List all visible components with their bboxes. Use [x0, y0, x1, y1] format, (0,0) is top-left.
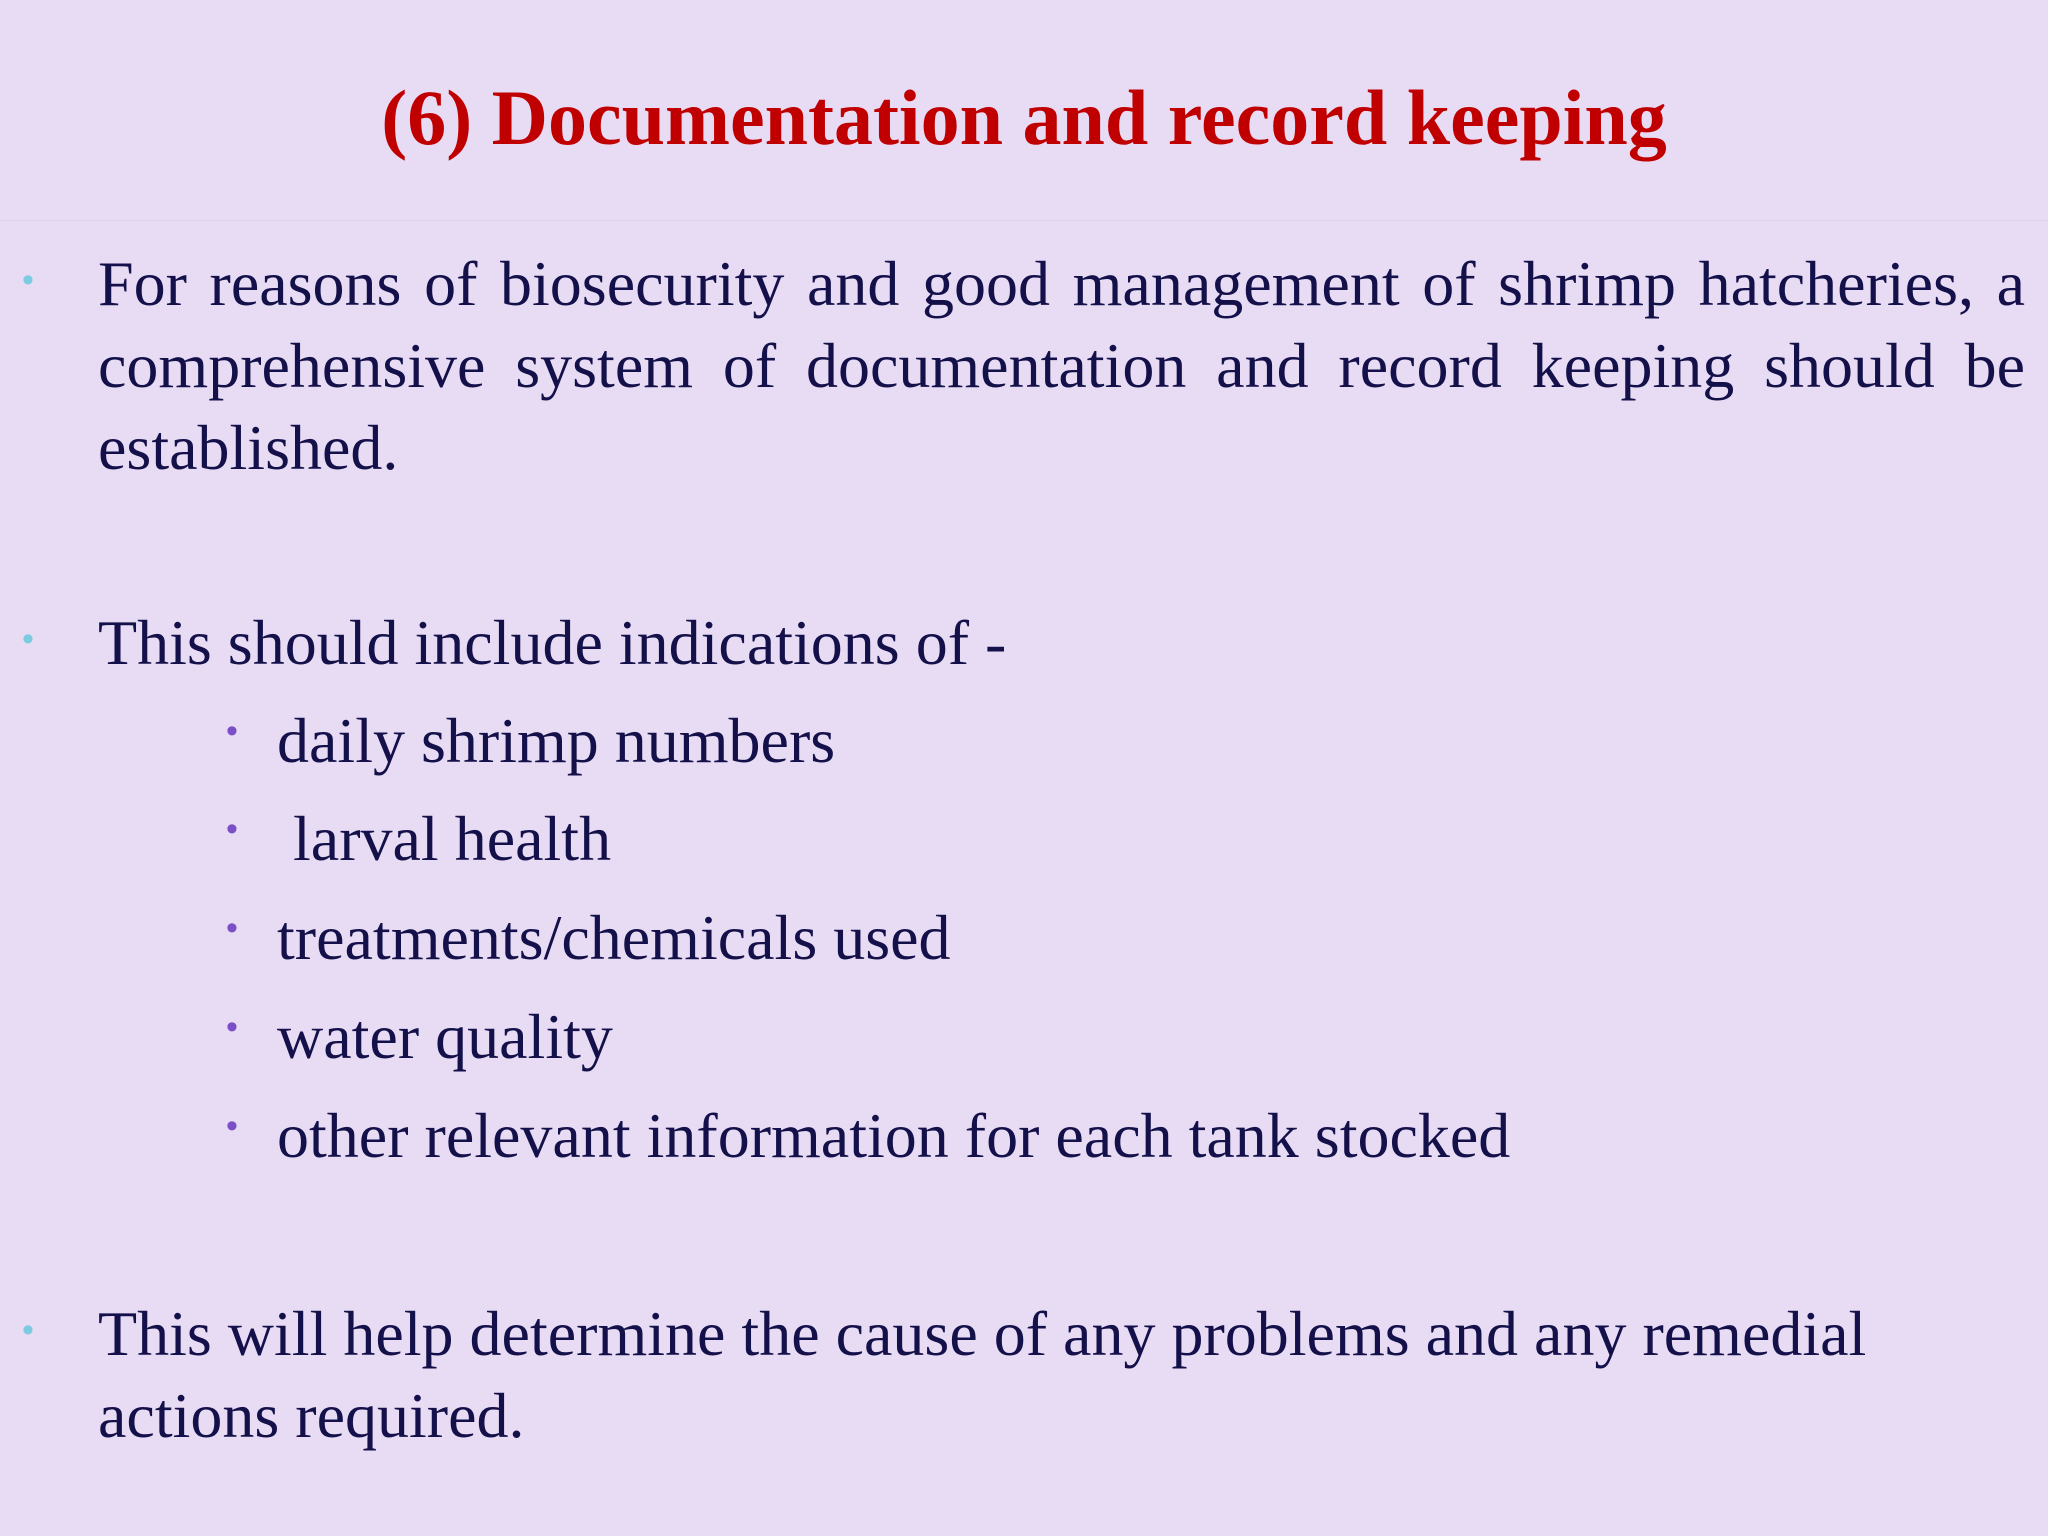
bullet-text: For reasons of biosecurity and good management of shrimp hatcheries, a comprehensive system of documentation and record keeping should be established. — [98, 248, 2025, 483]
sub-list-item — [0, 996, 2048, 1086]
bullet-dot-icon: • — [22, 261, 34, 299]
slide-title: (6) Documentation and record keeping — [381, 74, 1667, 161]
bullet-text: This should include indications of - — [98, 607, 1007, 678]
sub-bullet-dot-icon: • — [226, 810, 238, 848]
sub-list-item — [0, 700, 2048, 790]
sub-bullet-dot-icon: • — [226, 1107, 238, 1145]
sub-list-item — [0, 897, 2048, 987]
sub-list-item — [0, 1095, 2048, 1185]
bullet-dot-icon: • — [22, 1311, 34, 1349]
sub-bullet-dot-icon: • — [226, 712, 238, 750]
sub-list-item-text: water quality — [277, 1001, 613, 1072]
sub-list-item-text: larval health — [277, 803, 612, 874]
sub-list-item-text: other relevant information for each tank stocked — [277, 1100, 1511, 1171]
sub-bullet-dot-icon: • — [226, 909, 238, 947]
sub-list-item-text: daily shrimp numbers — [277, 705, 836, 776]
bullet-dot-icon: • — [22, 620, 34, 658]
sub-list-item-text: treatments/chemicals used — [277, 902, 951, 973]
sub-bullet-dot-icon: • — [226, 1008, 238, 1046]
bullet-text: This will help determine the cause of any problems and any remedial actions required. — [98, 1298, 1867, 1451]
sub-list-item — [0, 798, 2048, 888]
title-band — [0, 0, 2048, 221]
